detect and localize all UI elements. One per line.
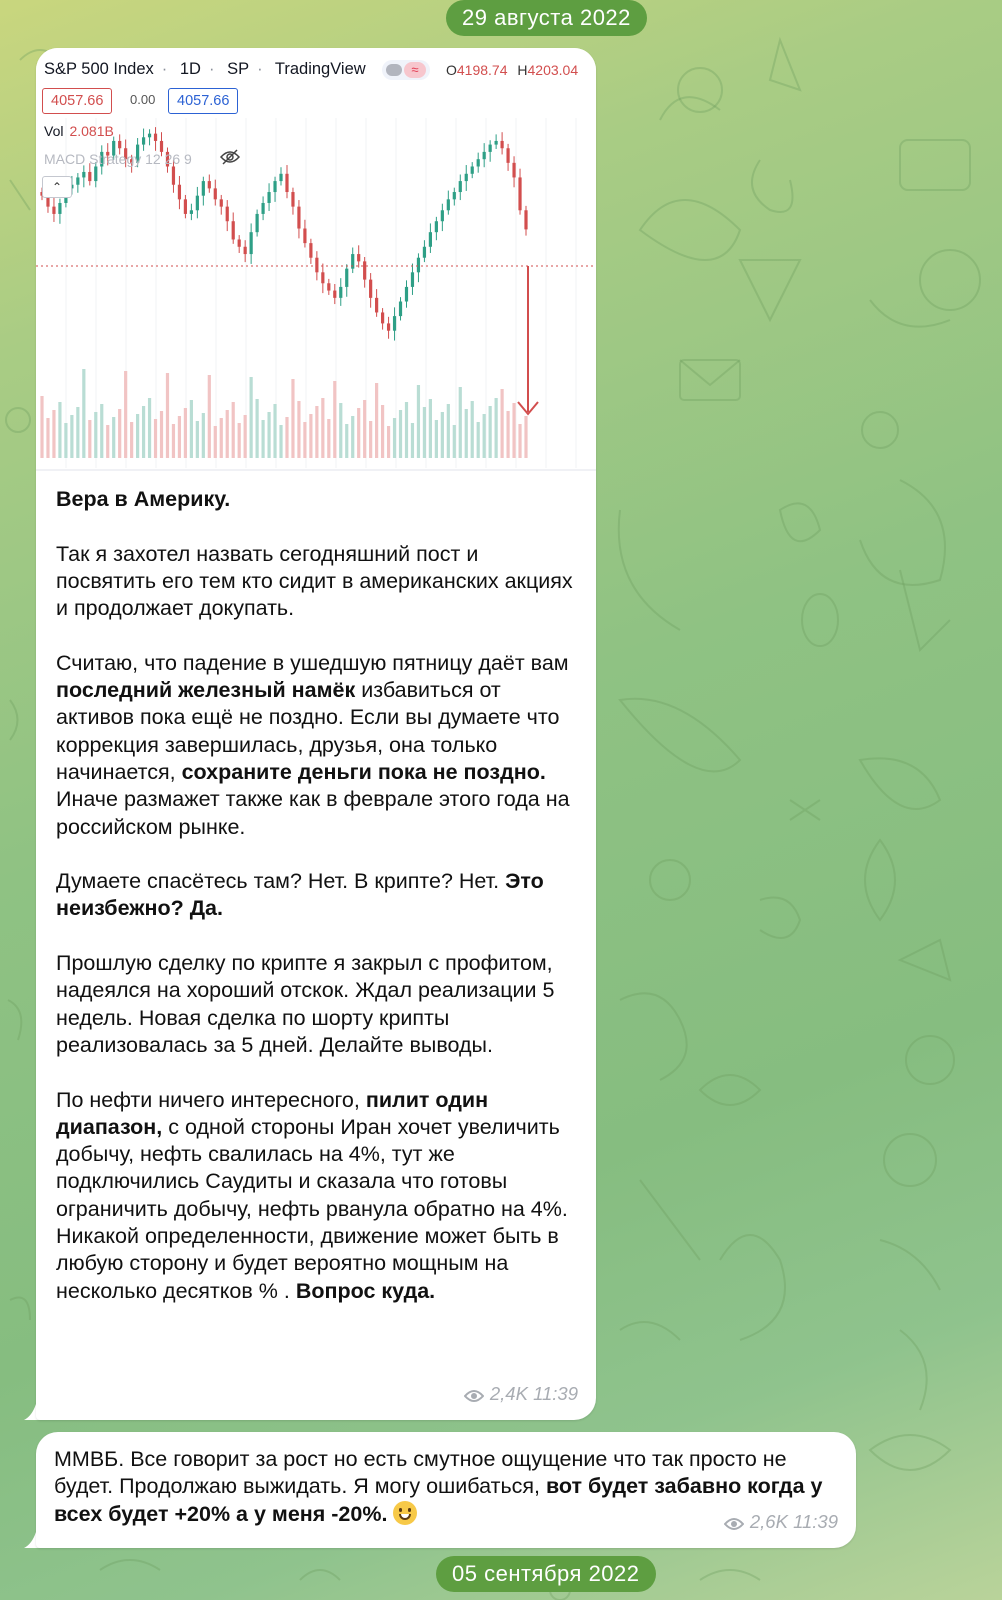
volume-bar [118,409,121,458]
candle-body [303,229,306,244]
date-separator-bottom: 05 сентября 2022 [436,1556,656,1592]
message-1-paragraph-4: Прошлую сделку по крипте я закрыл с профитом, надеялся на хороший отскок. Ждал реализации 5 недель. Новая сделка по шорту крипты реализовалась за 5 дней. Делайте выводы. [56,951,555,1057]
volume-bar [363,400,366,458]
chart-spread: 0.00 [130,92,156,107]
candle-body [459,181,462,192]
volume-bar [261,420,264,458]
candle-body [261,203,264,214]
candle-body [345,269,348,287]
candle-body [220,199,223,206]
volume-bar [327,419,330,458]
candle-body [208,181,211,188]
volume-bar [46,418,49,458]
volume-bar [184,408,187,458]
views-count: 2,4K [489,1383,528,1404]
volume-bar [393,418,396,458]
volume-bar [226,410,229,458]
message-2-text: ММВБ. Все говорит за рост но есть смутное ощущение что так просто не будет. Продолжаю выжидать. Я могу ошибаться, вот будет забавно когда у всех будет +20% а у меня -20%. [54,1447,823,1526]
candle-body [333,291,336,298]
views-count: 2,6K [749,1511,788,1532]
message-bubble-2 [36,1432,856,1548]
volume-bar [500,389,503,458]
candle-body [441,210,444,221]
candle-body [309,243,312,258]
volume-bar [244,415,247,458]
volume-bar [465,409,468,458]
volume-bar [40,396,43,458]
volume-bar [512,403,515,458]
candle-body [142,137,145,144]
views-eye-icon [464,1386,484,1408]
candle-body [465,174,468,181]
volume-bar [76,407,79,458]
volume-bar [345,424,348,458]
volume-bar [471,401,474,458]
volume-bar [429,399,432,458]
candle-body [196,196,199,211]
candle-body [375,298,378,313]
candle-body [489,145,492,152]
chart-provider: TradingView [274,60,366,78]
candle-body [202,181,205,196]
candle-body [369,280,372,298]
price-chart [36,48,596,478]
candle-body [226,207,229,222]
volume-bar [423,407,426,458]
volume-bar [267,412,270,458]
candle-body [429,232,432,247]
volume-bar [447,404,450,458]
volume-bar [518,424,521,458]
chart-title-row: S&P 500 Index · 1D · SP · TradingView [44,60,366,78]
candle-body [321,272,324,283]
volume-bar [279,425,282,458]
candle-body [94,166,97,181]
volume-bar [82,369,85,458]
volume-bar [172,424,175,458]
candle-body [244,247,247,254]
volume-bar [70,415,73,458]
chart-indicator: MACD Strategy 12 26 9 [44,151,192,167]
candle-body [435,221,438,232]
volume-bar [369,421,372,458]
volume-bar [351,416,354,458]
volume-bar [160,411,163,458]
message-1-text [56,486,581,1305]
volume-bar [178,416,181,458]
volume-bar [357,408,360,458]
volume-bar [285,417,288,458]
candle-body [411,272,414,287]
volume-bar [405,402,408,458]
candle-body [76,177,79,184]
volume-bar [196,421,199,458]
volume-bar [297,401,300,458]
candle-body [387,323,390,330]
candle-body [172,166,175,184]
volume-bar [453,425,456,458]
chart-interval: 1D [179,60,201,78]
candle-body [512,163,515,178]
volume-bar [232,402,235,458]
volume-bar [303,422,306,458]
collapse-button[interactable]: ⌃ [42,176,72,198]
message-1-title: Вера в Америку. [56,487,231,511]
message-1-paragraph-5: По нефти ничего интересного, пилит один диапазон, с одной стороны Иран хочет увеличить добычу, нефть свалилась на 4%, тут же подключились Саудиты и сказала что готовы ограничить добычу, нефть рванула обратно на 4%. Никакой определенности, движение может быть в любую сторону и будет вероятно мощным на несколько десятков % . Вопрос куда. [56,1087,568,1303]
candle-body [256,214,259,232]
candle-body [357,254,360,261]
candle-body [417,258,420,273]
chart-ask-box: 4057.66 [168,88,238,114]
volume-bar [52,410,55,458]
volume-bar [202,413,205,458]
candle-body [58,203,61,214]
volume-bar [100,404,103,458]
chart-symbol: S&P 500 Index [44,60,154,78]
volume-bar [94,412,97,458]
message-1-paragraph-2: Считаю, что падение в ушедшую пятницу даёт вам последний железный намёк избавиться от активов пока ещё не поздно. Если вы думаете что коррекция завершилась, друзья, она только начинается, сохраните деньги пока не поздно. Иначе размажет также как в феврале этого года на российском рынке. [56,650,570,839]
volume-bar [238,423,241,458]
candle-body [52,207,55,214]
candle-body [471,166,474,173]
candle-body [363,261,366,279]
message-bubble-1 [36,48,596,1420]
volume-bar [58,402,61,458]
volume-bar [506,411,509,458]
volume-bar [483,414,486,458]
wave-icon: ≈ [404,62,426,78]
message-time: 11:39 [533,1383,578,1404]
candle-body [453,192,456,199]
candle-body [423,247,426,258]
volume-bar [64,423,67,458]
volume-bar [459,387,462,458]
volume-bar [489,406,492,458]
volume-bar [381,405,384,458]
volume-bar [220,418,223,458]
candle-body [339,287,342,298]
candle-body [524,210,527,229]
candle-body [214,188,217,199]
volume-bar [524,416,527,458]
volume-bar [148,398,151,458]
candle-body [273,181,276,192]
volume-bar [250,377,253,458]
message-1-paragraph-1: Так я захотел назвать сегодняшний пост и посвятить его тем кто сидит в американских акциях и продолжает докупать. [56,541,573,621]
volume-bar [142,406,145,458]
hidden-eye-icon [220,149,240,168]
candle-body [267,192,270,203]
candle-body [327,283,330,290]
candle-body [279,174,282,181]
volume-bar [154,419,157,458]
chart-toggle [382,60,430,80]
volume-bar [88,420,91,458]
volume-bar [136,414,139,458]
volume-bar [435,420,438,458]
candle-body [82,172,85,177]
volume-bar [309,414,312,458]
candle-body [500,141,503,148]
candle-body [495,141,498,145]
candle-body [381,312,384,323]
candle-body [250,232,253,254]
candle-body [154,134,157,141]
message-2-meta [724,1511,838,1536]
views-eye-icon [724,1514,744,1536]
volume-bar [333,381,336,458]
volume-bar [106,425,109,458]
volume-bar [112,417,115,458]
chart-image[interactable] [36,48,596,478]
candle-body [483,152,486,159]
candle-body [190,210,193,214]
chart-exchange: SP [227,60,250,78]
candle-body [238,239,241,246]
volume-bar [399,410,402,458]
candle-body [291,192,294,207]
volume-bar [291,379,294,458]
volume-bar [273,404,276,458]
volume-bar [417,385,420,458]
candle-body [118,141,121,148]
volume-bar [256,399,259,458]
candle-body [285,174,288,192]
message-time: 11:39 [793,1511,838,1532]
candle-body [297,207,300,229]
date-separator-top: 29 августа 2022 [446,0,647,36]
candle-body [178,185,181,200]
volume-bar [130,422,133,458]
message-1-paragraph-3: Думаете спасётесь там? Нет. В крипте? Нет. Это неизбежно? Да. [56,869,544,921]
grinning-emoji-icon [393,1501,417,1525]
candle-body [399,302,402,317]
volume-bar [166,373,169,458]
candle-body [518,177,521,210]
volume-bar [477,422,480,458]
volume-bar [339,403,342,458]
candle-body [315,258,318,273]
volume-bar [321,398,324,458]
volume-bar [315,406,318,458]
volume-bar [495,398,498,458]
candle-body [393,316,396,331]
volume-bar [208,375,211,458]
candle-body [148,134,151,138]
volume-bar [411,423,414,458]
candle-body [405,287,408,302]
candle-body [232,221,235,239]
volume-bar [124,371,127,458]
candle-body [88,172,91,181]
candle-body [184,199,187,214]
candle-body [506,148,509,163]
chart-volume: Vol 2.081B [44,123,114,139]
volume-bar [190,400,193,458]
volume-bar [441,412,444,458]
volume-bar [375,383,378,458]
candle-body [477,159,480,166]
chart-bid-box: 4057.66 [42,88,112,114]
chart-ohlc: O4198.74 H4203.04 [446,62,579,78]
volume-bar [387,426,390,458]
volume-bar [214,426,217,458]
candle-body [447,199,450,210]
message-1-meta [464,1383,578,1408]
